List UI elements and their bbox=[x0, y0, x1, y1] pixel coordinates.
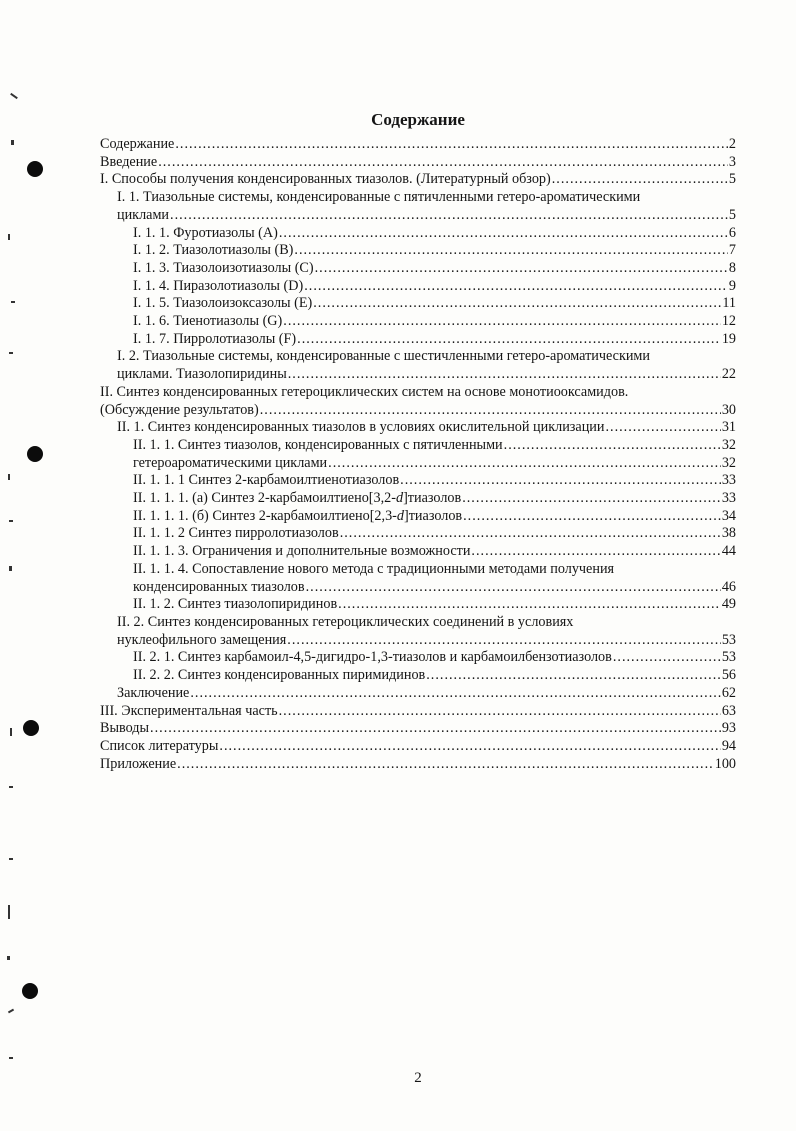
scan-mark bbox=[9, 858, 13, 860]
dot-leader bbox=[315, 260, 728, 278]
toc-entry-row bbox=[100, 278, 736, 296]
dot-leader bbox=[170, 207, 728, 225]
toc-entry-row bbox=[100, 366, 736, 384]
toc-entry-title-line: II. 1. 1. 4. Сопоставление нового метода с традиционными методами получения bbox=[133, 560, 615, 577]
toc-entry[interactable] bbox=[100, 242, 736, 260]
toc-page-number: 32 bbox=[721, 436, 736, 453]
toc-page-number: 9 bbox=[728, 277, 736, 294]
toc-entry-label: I. 1. 4. Пиразолотиазолы (D) bbox=[133, 277, 304, 294]
binder-hole-icon bbox=[23, 720, 39, 736]
toc-entry-label-italic: d bbox=[396, 507, 404, 524]
toc-entry-row bbox=[100, 738, 736, 756]
toc-page-number: 31 bbox=[721, 419, 736, 436]
scan-mark bbox=[10, 728, 12, 736]
toc-entry-label bbox=[133, 490, 461, 508]
toc-entry-label: Введение bbox=[100, 153, 158, 170]
toc-entry-title-line: II. 2. Синтез конденсированных гетероциклических соединений в условиях bbox=[117, 613, 574, 630]
dot-leader bbox=[471, 543, 720, 561]
toc-entry-label: Приложение bbox=[100, 755, 177, 772]
toc-entry-row bbox=[100, 225, 736, 243]
toc-entry-label-part: II. 1. 1. 1. (б) Синтез 2-карбамоилтиено[2,3- bbox=[133, 507, 397, 524]
toc-entry-label: I. Способы получения конденсированных тиазолов. (Литературный обзор) bbox=[100, 171, 551, 188]
toc-entry-row bbox=[100, 525, 736, 543]
binder-hole-icon bbox=[27, 161, 43, 177]
toc-entry[interactable] bbox=[100, 596, 736, 614]
toc-entry-row bbox=[100, 419, 736, 437]
toc-entry[interactable] bbox=[100, 561, 736, 596]
toc-entry[interactable] bbox=[100, 313, 736, 331]
toc-page-number: 11 bbox=[722, 295, 736, 312]
toc-entry[interactable] bbox=[100, 331, 736, 349]
dot-leader bbox=[426, 667, 721, 685]
toc-page-number: 44 bbox=[721, 543, 736, 560]
toc-entry-label: II. 2. 2. Синтез конденсированных пиримидинов bbox=[133, 667, 426, 684]
scan-mark bbox=[11, 301, 15, 303]
dot-leader bbox=[287, 632, 721, 650]
toc-page-number: 5 bbox=[728, 171, 736, 188]
toc-entry-label: нуклеофильного замещения bbox=[117, 631, 287, 648]
toc-entry-row bbox=[100, 313, 736, 331]
toc-entry-row bbox=[100, 455, 736, 473]
scan-mark bbox=[8, 905, 10, 919]
scan-mark bbox=[11, 140, 14, 145]
scan-mark bbox=[10, 93, 18, 99]
toc-entry-label: Список литературы bbox=[100, 737, 219, 754]
toc-entry-label: III. Экспериментальная часть bbox=[100, 702, 278, 719]
scan-mark bbox=[9, 352, 13, 354]
toc-entry-label: циклами bbox=[117, 206, 170, 223]
toc-entry[interactable] bbox=[100, 419, 736, 437]
toc-page-number: 30 bbox=[721, 401, 736, 418]
dot-leader bbox=[279, 703, 721, 721]
dot-leader bbox=[260, 402, 721, 420]
toc-entry-label: I. 1. 5. Тиазолоизоксазолы (E) bbox=[133, 295, 313, 312]
toc-page-number: 53 bbox=[721, 631, 736, 648]
dot-leader bbox=[219, 738, 720, 756]
toc-entry-label: II. 1. Синтез конденсированных тиазолов в условиях окислительной циклизации bbox=[117, 419, 605, 436]
dot-leader bbox=[462, 490, 721, 508]
toc-entry-label: I. 1. 7. Пирролотиазолы (F) bbox=[133, 330, 297, 347]
toc-entry-row bbox=[100, 490, 736, 508]
toc-entry-label: I. 1. 1. Фуротиазолы (A) bbox=[133, 224, 278, 241]
toc-entry[interactable] bbox=[100, 738, 736, 756]
toc-entry-label: II. 1. 2. Синтез тиазолопиридинов bbox=[133, 596, 338, 613]
toc-entry-row bbox=[100, 720, 736, 738]
toc-entry-label: Содержание bbox=[100, 136, 175, 152]
toc-entry[interactable] bbox=[100, 508, 736, 526]
dot-leader bbox=[279, 225, 728, 243]
page-number: 2 bbox=[414, 1070, 422, 1086]
toc-entry[interactable] bbox=[100, 384, 736, 419]
scan-mark bbox=[9, 566, 12, 571]
toc-entry-row bbox=[100, 579, 736, 597]
toc-page-number: 5 bbox=[728, 206, 736, 223]
toc-entry[interactable] bbox=[100, 278, 736, 296]
scan-mark bbox=[8, 1009, 14, 1014]
toc-entry[interactable] bbox=[100, 455, 736, 473]
toc-page-number: 22 bbox=[721, 366, 736, 383]
toc-entry-row bbox=[100, 295, 736, 313]
scan-mark bbox=[9, 786, 13, 788]
toc-page-number: 63 bbox=[721, 702, 736, 719]
toc-entry-label: II. 1. 1. 1 Синтез 2-карбамоилтиенотиазолов bbox=[133, 472, 400, 489]
toc-entry[interactable] bbox=[100, 614, 736, 649]
dot-leader bbox=[177, 756, 714, 774]
toc-entry[interactable] bbox=[100, 136, 736, 154]
toc-entry-row bbox=[100, 437, 736, 455]
toc-entry-label: II. 2. 1. Синтез карбамоил-4,5-дигидро-1,3-тиазолов и карбамоилбензотиазолов bbox=[133, 649, 612, 666]
toc-entry[interactable] bbox=[100, 649, 736, 667]
toc-entry-label-italic: d bbox=[395, 490, 404, 507]
dot-leader bbox=[150, 720, 721, 738]
toc-page-number: 32 bbox=[721, 454, 736, 471]
dot-leader bbox=[605, 419, 720, 437]
toc-entry-label: II. 1. 1. 2 Синтез пирролотиазолов bbox=[133, 525, 339, 542]
toc-entry[interactable] bbox=[100, 543, 736, 561]
toc-entry-label-part: ]тиазолов bbox=[404, 507, 463, 524]
toc-page-number: 100 bbox=[714, 755, 736, 772]
toc-entry-title-line: I. 1. Тиазольные системы, конденсированные с пятичленными гетеро-ароматическими bbox=[117, 189, 641, 206]
dot-leader bbox=[190, 685, 720, 703]
toc-entry[interactable] bbox=[100, 295, 736, 313]
dot-leader bbox=[304, 278, 728, 296]
toc-page-number: 33 bbox=[721, 490, 736, 507]
toc-entry[interactable] bbox=[100, 667, 736, 685]
toc-entry[interactable] bbox=[100, 189, 736, 224]
scan-mark bbox=[9, 520, 13, 522]
toc-entry[interactable] bbox=[100, 348, 736, 383]
toc-entry-row bbox=[100, 331, 736, 349]
toc-entry-row bbox=[100, 685, 736, 703]
dot-leader bbox=[283, 313, 721, 331]
toc-page-number: 49 bbox=[721, 596, 736, 613]
toc-entry-title-line: II. Синтез конденсированных гетероциклических систем на основе монотиооксамидов. bbox=[100, 383, 629, 400]
toc-entry-row bbox=[100, 703, 736, 721]
binder-hole-icon bbox=[22, 983, 38, 999]
toc-page-number: 46 bbox=[721, 578, 736, 595]
toc-entry-row bbox=[100, 508, 736, 526]
toc-entry-label-part: II. 1. 1. 1. (а) Синтез 2-карбамоилтиено[3,2- bbox=[133, 490, 396, 507]
toc-page-number: 7 bbox=[728, 242, 736, 259]
toc-entry[interactable] bbox=[100, 154, 736, 172]
toc-entry[interactable] bbox=[100, 171, 736, 189]
toc-entry[interactable] bbox=[100, 756, 736, 774]
dot-leader bbox=[340, 525, 721, 543]
toc-page-number: 94 bbox=[721, 737, 736, 754]
toc-entry-row bbox=[100, 667, 736, 685]
toc-page-number: 56 bbox=[721, 667, 736, 684]
toc-entry-row bbox=[100, 649, 736, 667]
toc-page-number: 38 bbox=[721, 525, 736, 542]
toc-entry-label: I. 1. 6. Тиенотиазолы (G) bbox=[133, 313, 283, 330]
dot-leader bbox=[297, 331, 721, 349]
toc-entry-row bbox=[100, 242, 736, 260]
toc-page-number: 6 bbox=[728, 224, 736, 241]
dot-leader bbox=[306, 579, 721, 597]
toc-entry-row bbox=[100, 596, 736, 614]
dot-leader bbox=[338, 596, 721, 614]
toc-entry-label: циклами. Тиазолопиридины bbox=[117, 366, 287, 383]
dot-leader bbox=[294, 242, 728, 260]
toc-page-number: 8 bbox=[728, 259, 736, 276]
toc-entry-label: (Обсуждение результатов) bbox=[100, 401, 259, 418]
toc-entry-label: Выводы bbox=[100, 720, 150, 737]
toc-entry-row bbox=[100, 154, 736, 172]
toc-page-number: 19 bbox=[721, 330, 736, 347]
scan-mark bbox=[8, 234, 10, 240]
dot-leader bbox=[613, 649, 721, 667]
scan-mark bbox=[7, 956, 10, 960]
table-of-contents bbox=[100, 136, 736, 773]
toc-entry[interactable] bbox=[100, 490, 736, 508]
page-title: Содержание bbox=[371, 110, 465, 129]
toc-entry-row bbox=[100, 756, 736, 774]
toc-entry-label: II. 1. 1. Синтез тиазолов, конденсированных с пятичленными bbox=[133, 436, 503, 453]
toc-entry[interactable] bbox=[100, 720, 736, 738]
toc-entry-label bbox=[133, 508, 462, 526]
toc-page-number: 93 bbox=[721, 720, 736, 737]
toc-entry-row bbox=[100, 136, 736, 154]
dot-leader bbox=[158, 154, 728, 172]
toc-page-number: 3 bbox=[728, 153, 736, 170]
toc-entry-label: I. 1. 3. Тиазолоизотиазолы (C) bbox=[133, 259, 314, 276]
toc-entry[interactable] bbox=[100, 437, 736, 455]
toc-entry[interactable] bbox=[100, 472, 736, 490]
toc-entry-label: конденсированных тиазолов bbox=[133, 578, 305, 595]
binder-hole-icon bbox=[27, 446, 43, 462]
toc-entry-row bbox=[100, 402, 736, 420]
toc-entry-label: гетероароматическими циклами bbox=[133, 454, 328, 471]
scan-mark bbox=[8, 474, 10, 480]
scan-mark bbox=[9, 1057, 13, 1059]
toc-entry-row bbox=[100, 632, 736, 650]
toc-page-number: 62 bbox=[721, 684, 736, 701]
toc-entry[interactable] bbox=[100, 225, 736, 243]
toc-entry-row bbox=[100, 207, 736, 225]
toc-page-number: 34 bbox=[721, 507, 736, 524]
toc-entry-label: Заключение bbox=[117, 684, 190, 701]
toc-entry-row bbox=[100, 260, 736, 278]
toc-page-number: 33 bbox=[721, 472, 736, 489]
toc-entry-label: I. 1. 2. Тиазолотиазолы (B) bbox=[133, 242, 294, 259]
toc-entry[interactable] bbox=[100, 260, 736, 278]
dot-leader bbox=[463, 508, 721, 526]
toc-page-number: 53 bbox=[721, 649, 736, 666]
dot-leader bbox=[175, 136, 728, 154]
toc-entry-label: II. 1. 1. 3. Ограничения и дополнительные возможности bbox=[133, 543, 471, 560]
toc-entry-row bbox=[100, 543, 736, 561]
toc-entry-label-part: ]тиазолов bbox=[403, 490, 462, 507]
dot-leader bbox=[288, 366, 721, 384]
toc-page-number: 12 bbox=[721, 313, 736, 330]
dot-leader bbox=[313, 295, 721, 313]
toc-page-number: 2 bbox=[728, 136, 736, 152]
dot-leader bbox=[400, 472, 721, 490]
toc-entry-title-line: I. 2. Тиазольные системы, конденсированные с шестичленными гетеро-ароматическими bbox=[117, 348, 651, 365]
toc-entry[interactable] bbox=[100, 703, 736, 721]
toc-entry-row bbox=[100, 472, 736, 490]
dot-leader bbox=[328, 455, 721, 473]
dot-leader bbox=[552, 171, 728, 189]
toc-entry[interactable] bbox=[100, 525, 736, 543]
toc-entry[interactable] bbox=[100, 685, 736, 703]
toc-entry-row bbox=[100, 171, 736, 189]
dot-leader bbox=[504, 437, 721, 455]
